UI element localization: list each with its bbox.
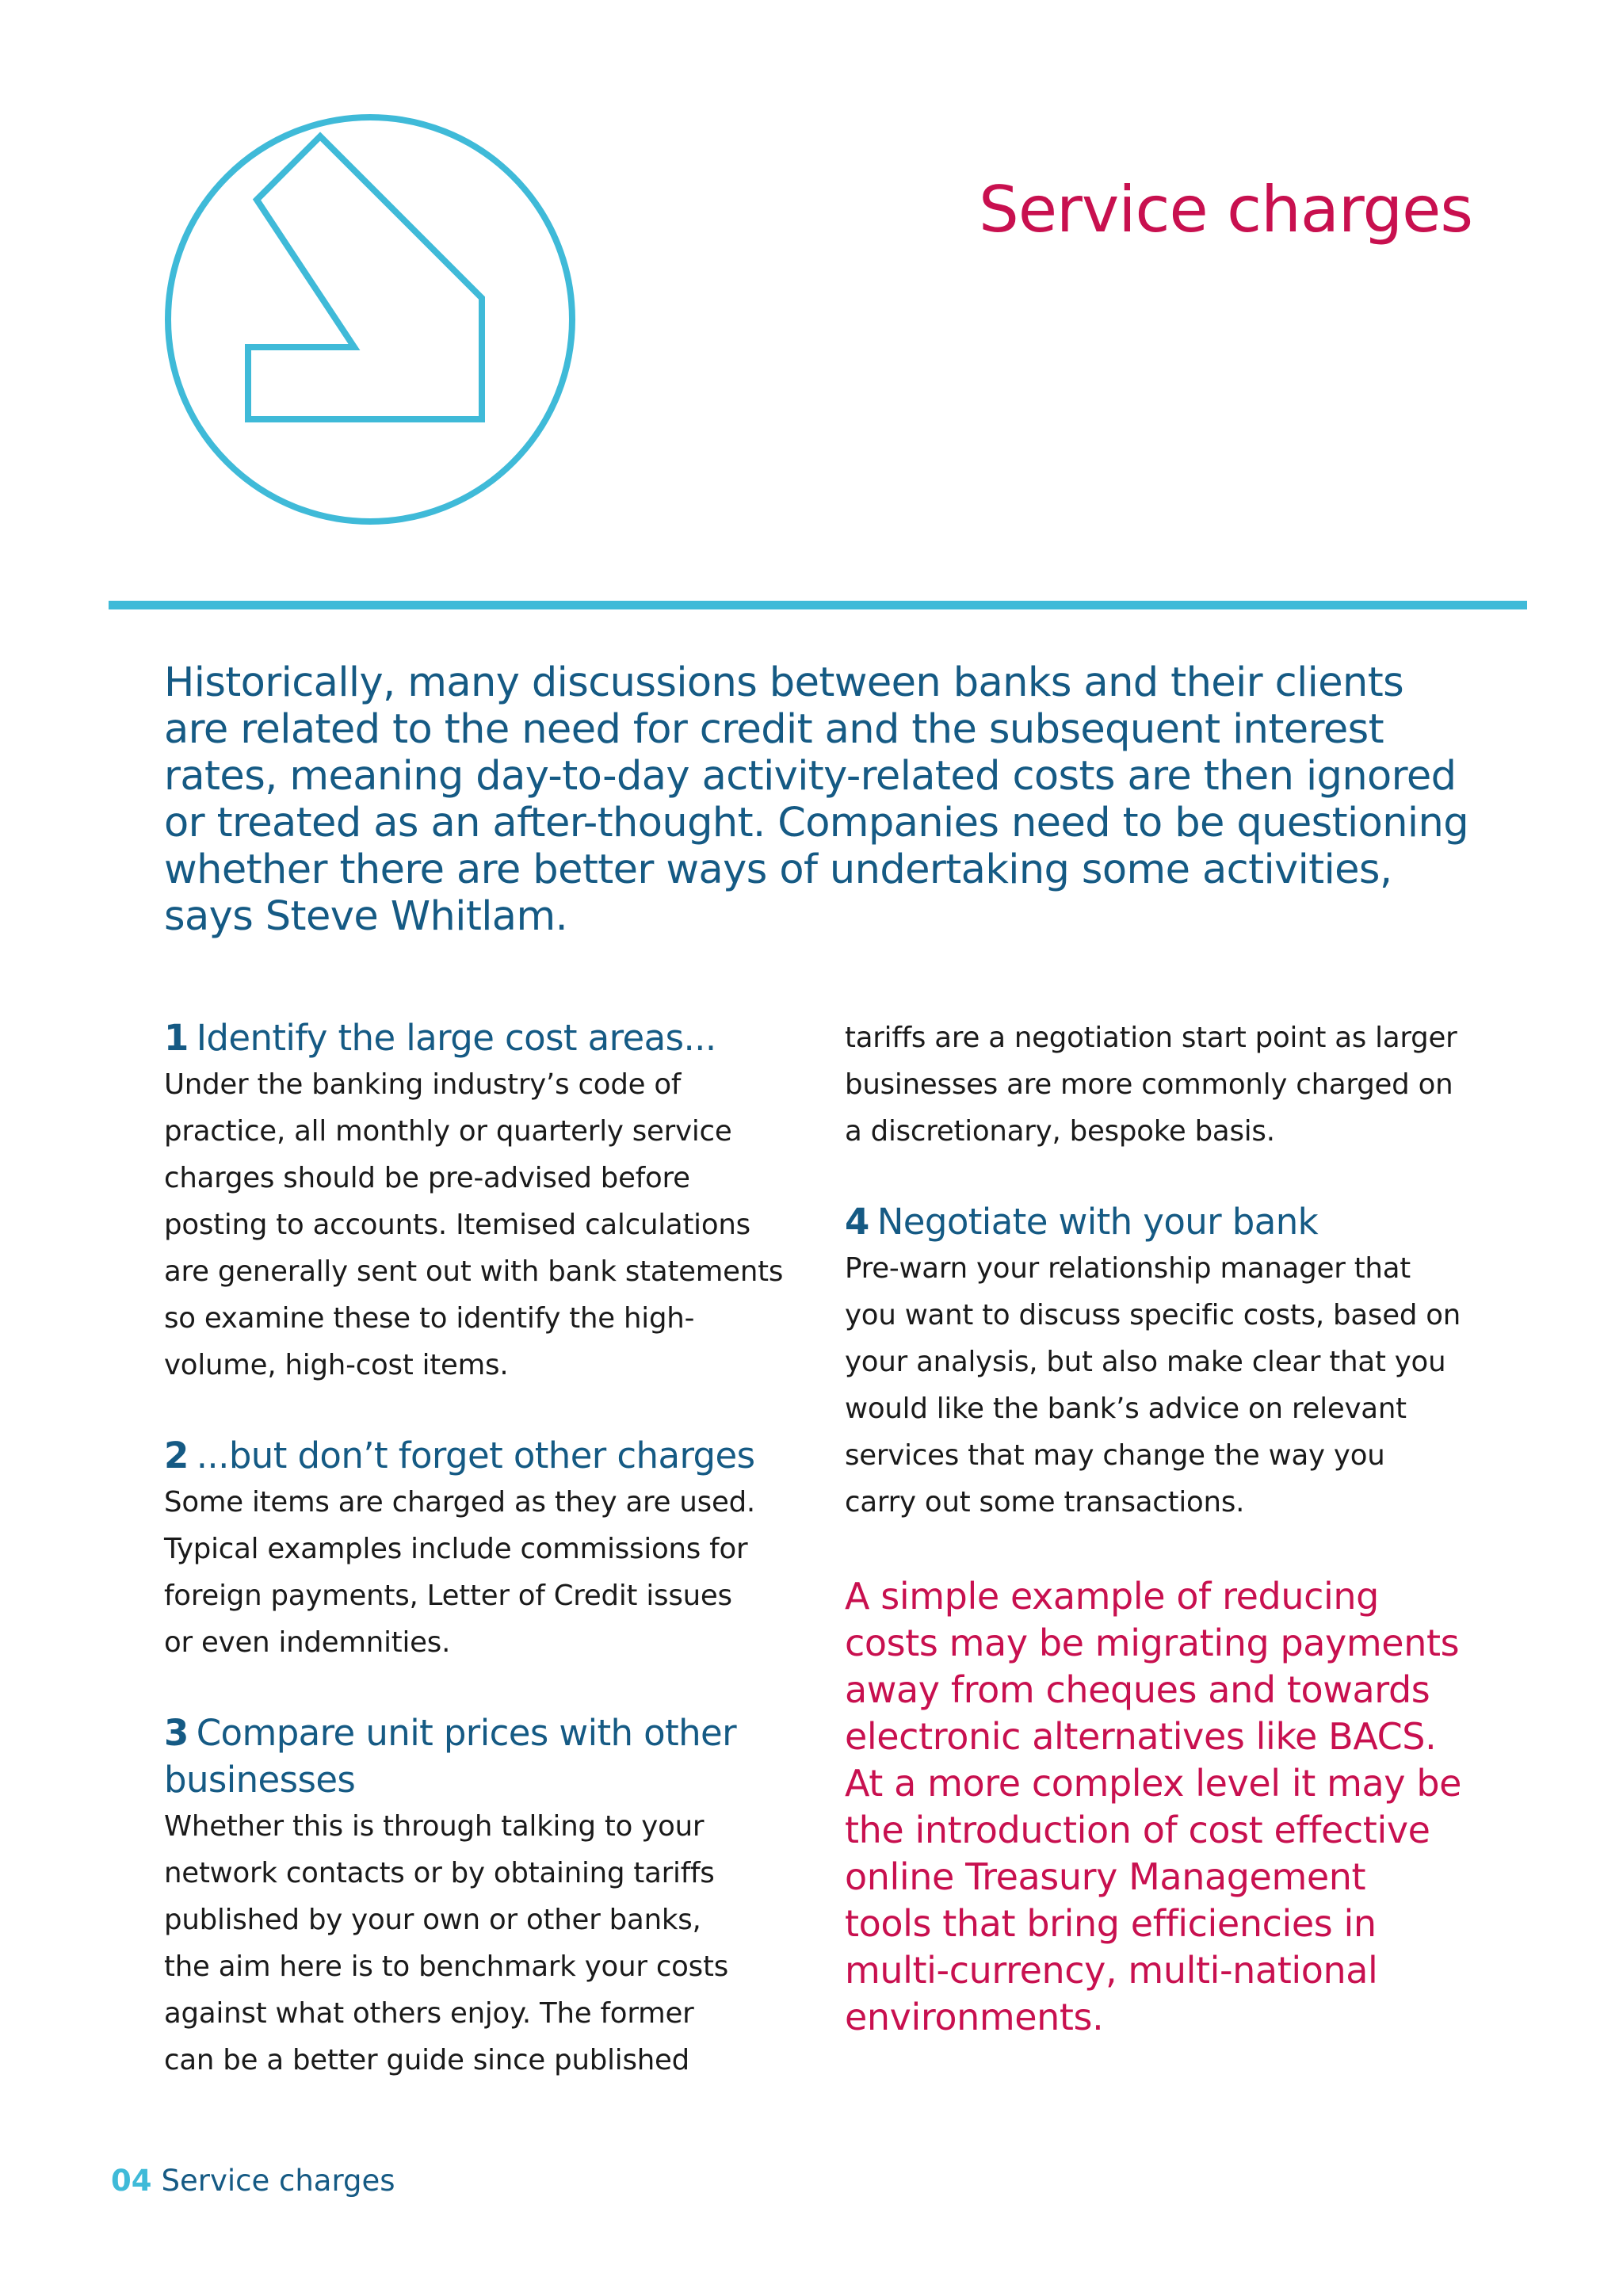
quote-line: the introduction of cost effective bbox=[845, 1809, 1430, 1851]
body-line: Whether this is through talking to your bbox=[164, 1810, 705, 1843]
body-line: a discretionary, bespoke basis. bbox=[845, 1115, 1275, 1148]
body-line: Some items are charged as they are used. bbox=[164, 1486, 756, 1519]
quote-line: At a more complex level it may be bbox=[845, 1762, 1462, 1805]
header-divider bbox=[109, 601, 1527, 609]
section-heading bbox=[164, 1710, 798, 1756]
section-number: 2 bbox=[164, 1435, 189, 1477]
body-line: network contacts or by obtaining tariffs bbox=[164, 1857, 715, 1889]
section-2 bbox=[164, 1432, 798, 1666]
section-heading bbox=[164, 1014, 798, 1061]
section-body bbox=[164, 1061, 798, 1389]
arrow-down-right-circle-icon bbox=[162, 107, 582, 527]
body-line: can be a better guide since published bbox=[164, 2044, 690, 2076]
section-title: ...but don’t forget other charges bbox=[196, 1435, 755, 1477]
body-line: or even indemnities. bbox=[164, 1626, 451, 1659]
body-line: posting to accounts. Itemised calculations bbox=[164, 1209, 750, 1241]
section-title-cont: businesses bbox=[164, 1759, 356, 1801]
body-line: your analysis, but also make clear that you bbox=[845, 1346, 1446, 1378]
left-column bbox=[164, 1014, 798, 2084]
body-line: are generally sent out with bank statements bbox=[164, 1255, 784, 1288]
section-3 bbox=[164, 1710, 798, 2084]
section-1 bbox=[164, 1014, 798, 1389]
page-footer bbox=[111, 2161, 395, 2201]
body-line: Under the banking industry’s code of bbox=[164, 1068, 682, 1101]
body-line: foreign payments, Letter of Credit issues bbox=[164, 1580, 732, 1612]
body-line: the aim here is to benchmark your costs bbox=[164, 1950, 728, 1983]
body-line: businesses are more commonly charged on bbox=[845, 1068, 1453, 1101]
body-line: services that may change the way you bbox=[845, 1439, 1385, 1472]
quote-line: multi-currency, multi-national bbox=[845, 1949, 1378, 1992]
section-3-continuation bbox=[845, 1014, 1479, 1155]
section-number: 1 bbox=[164, 1017, 189, 1059]
quote-line: environments. bbox=[845, 1996, 1104, 2038]
section-title: Compare unit prices with other bbox=[196, 1712, 737, 1754]
body-line: Pre-warn your relationship manager that bbox=[845, 1252, 1411, 1285]
pull-quote bbox=[845, 1573, 1479, 2041]
body-line: practice, all monthly or quarterly service bbox=[164, 1115, 732, 1148]
quote-line: away from cheques and towards bbox=[845, 1668, 1430, 1711]
section-number: 4 bbox=[845, 1201, 869, 1243]
body-line: so examine these to identify the high- bbox=[164, 1302, 695, 1335]
quote-line: A simple example of reducing bbox=[845, 1575, 1379, 1618]
body-line: tariffs are a negotiation start point as larger bbox=[845, 1022, 1457, 1054]
section-heading bbox=[845, 1198, 1479, 1245]
body-line: you want to discuss specific costs, based on bbox=[845, 1299, 1461, 1331]
quote-line: tools that bring efficiencies in bbox=[845, 1902, 1377, 1945]
section-heading bbox=[164, 1432, 798, 1479]
page-title: Service charges bbox=[979, 173, 1472, 246]
section-title: Identify the large cost areas... bbox=[196, 1017, 716, 1059]
section-4 bbox=[845, 1198, 1479, 1526]
body-line: charges should be pre-advised before bbox=[164, 1162, 690, 1194]
quote-line: electronic alternatives like BACS. bbox=[845, 1715, 1437, 1758]
body-line: would like the bank’s advice on relevant bbox=[845, 1392, 1407, 1425]
body-line: volume, high-cost items. bbox=[164, 1349, 509, 1381]
body-line: published by your own or other banks, bbox=[164, 1904, 701, 1936]
body-line: carry out some transactions. bbox=[845, 1486, 1245, 1519]
quote-line: online Treasury Management bbox=[845, 1855, 1366, 1898]
section-title: Negotiate with your bank bbox=[876, 1201, 1319, 1243]
footer-label: Service charges bbox=[161, 2164, 395, 2198]
right-column bbox=[845, 1014, 1479, 2041]
section-body bbox=[845, 1245, 1479, 1526]
body-line: Typical examples include commissions for bbox=[164, 1533, 748, 1565]
quote-line: costs may be migrating payments bbox=[845, 1622, 1460, 1664]
section-number: 3 bbox=[164, 1712, 189, 1754]
page-number: 04 bbox=[111, 2164, 152, 2198]
section-body bbox=[164, 1479, 798, 1666]
intro-paragraph: Historically, many discussions between banks and their clients are related to the need for credit and the subsequent interest rates, meaning day-to-day activity-related costs are then ignored or treated as an after-thought. Companies need to be questioning whether there are better ways of undertaking some activities, says Steve Whitlam. bbox=[164, 659, 1468, 940]
section-body bbox=[164, 1803, 798, 2084]
body-line: against what others enjoy. The former bbox=[164, 1997, 694, 2030]
